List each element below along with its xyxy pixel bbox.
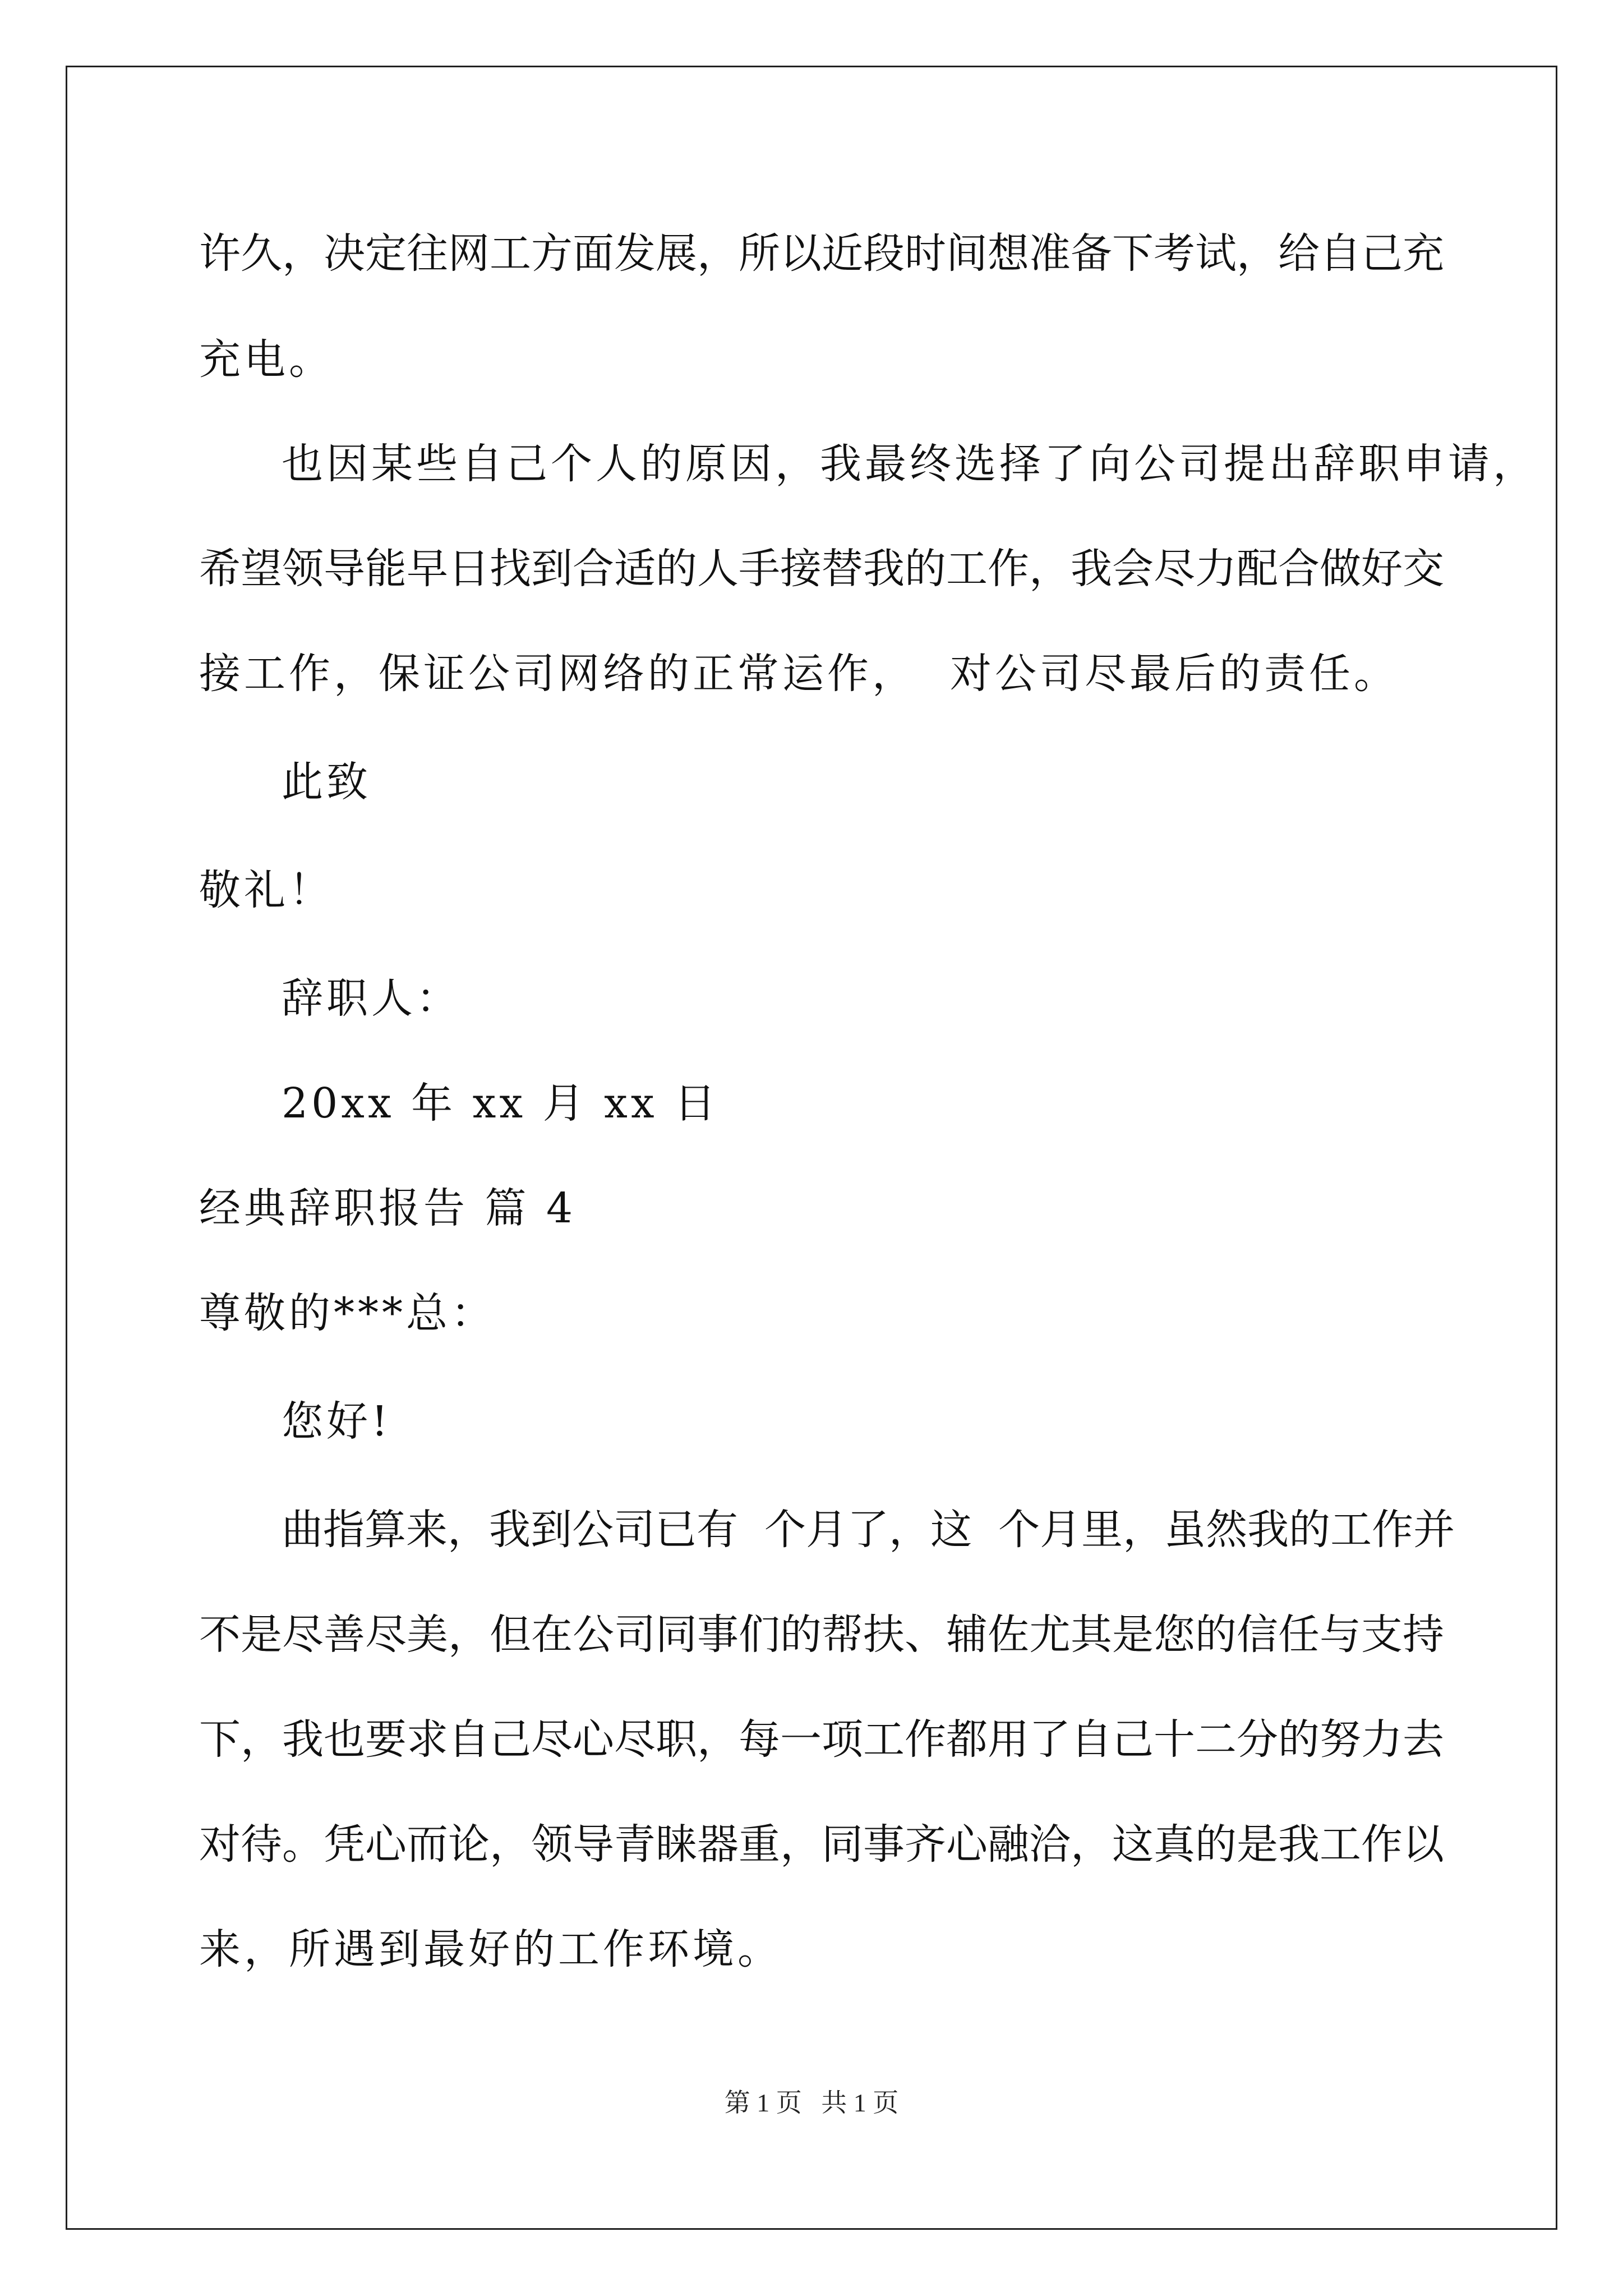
letter-hello: 您好! — [282, 1397, 391, 1446]
body-line-2: 充电。 — [199, 335, 334, 384]
closing-regards: 敬礼！ — [199, 866, 334, 914]
body-line-17: 来，所遇到最好的工作环境。 — [199, 1925, 782, 1973]
body-line-16: 对待。凭心而论，领导青睐器重，同事齐心融洽，这真的是我工作以 — [199, 1820, 1444, 1869]
body-line-1: 许久，决定往网工方面发展，所以近段时间想准备下考试，给自己充 — [199, 229, 1444, 278]
page-footer: 第 1 页 共 1 页 — [724, 2088, 899, 2117]
body-line-5: 接工作，保证公司网络的正常运作， 对公司尽最后的责任。 — [199, 650, 1399, 698]
page-border — [66, 66, 1557, 2230]
date-line: 20xx 年 xx 月 xx 日 — [282, 1079, 720, 1128]
letter-greeting: 尊敬的***总： — [199, 1289, 496, 1337]
body-line-4: 希望领导能早日找到合适的人手接替我的工作，我会尽力配合做好交 — [199, 545, 1444, 593]
body-line-14: 不是尽善尽美，但在公司同事们的帮扶、辅佐尤其是您的信任与支持 — [199, 1611, 1444, 1659]
closing-salutation: 此致 — [282, 758, 371, 806]
body-line-15: 下，我也要求自己尽心尽职，每一项工作都用了自己十二分的努力去 — [199, 1715, 1444, 1764]
signature-label: 辞职人： — [282, 974, 461, 1023]
body-line-3: 也因某些自己个人的原因，我最终选择了向公司提出辞职申请， — [282, 440, 1538, 488]
body-line-13: 曲指算来，我到公司已有 个月了，这 个月里，虽然我的工作并 — [282, 1506, 1455, 1554]
section-heading: 经典辞职报告 篇 4 — [199, 1184, 577, 1232]
